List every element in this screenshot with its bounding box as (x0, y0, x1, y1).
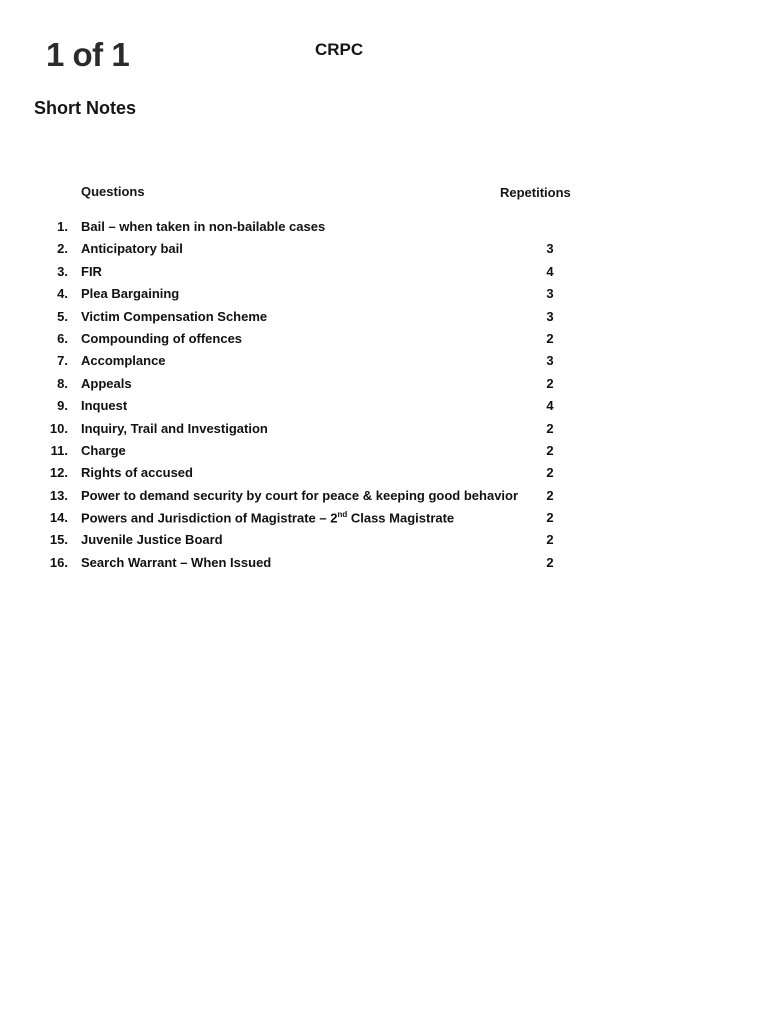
item-number: 16. (49, 554, 68, 570)
section-heading: Short Notes (34, 98, 137, 118)
item-repetitions: 3 (546, 286, 554, 302)
item-number: 15. (49, 532, 68, 548)
list-item (0, 350, 768, 372)
item-repetitions: 4 (546, 263, 554, 279)
item-repetitions: 2 (546, 420, 554, 436)
list-item (0, 328, 768, 350)
item-repetitions: 2 (546, 465, 554, 481)
item-number: 3. (57, 263, 68, 279)
list-item (0, 529, 768, 551)
list-item (0, 462, 768, 484)
item-question: Inquest (81, 398, 128, 414)
item-number: 2. (57, 241, 68, 257)
item-question (81, 510, 454, 525)
item-question: Juvenile Justice Board (81, 532, 223, 548)
item-repetitions: 2 (546, 330, 554, 346)
list-item (0, 418, 768, 440)
item-number: 4. (57, 286, 68, 302)
item-question: Appeals (81, 375, 132, 391)
item-number: 12. (49, 465, 68, 481)
item-repetitions: 2 (546, 442, 554, 458)
item-question: Bail – when taken in non-bailable cases (81, 219, 326, 234)
ordinal-superscript: nd (337, 510, 348, 520)
list-item (0, 440, 768, 462)
item-question: Compounding of offences (81, 330, 243, 346)
item-question: Rights of accused (81, 465, 193, 481)
item-question: Accomplance (81, 353, 166, 369)
item-repetitions: 2 (546, 532, 554, 548)
list-item (0, 216, 768, 238)
item-repetitions: 2 (546, 510, 554, 526)
item-question-text-after: Class Magistrate (347, 510, 455, 526)
item-question-text: Powers and Jurisdiction of Magistrate – 2 (81, 510, 338, 526)
item-repetitions: 3 (546, 353, 554, 369)
list-item (0, 485, 768, 507)
item-repetitions: 2 (546, 554, 554, 570)
item-number: 8. (57, 375, 68, 391)
item-question: FIR (81, 263, 102, 279)
item-number: 5. (57, 308, 68, 324)
item-repetitions: 2 (546, 375, 554, 391)
item-repetitions: 3 (546, 241, 554, 257)
item-question: Inquiry, Trail and Investigation (81, 420, 268, 436)
item-repetitions: 3 (546, 308, 554, 324)
item-repetitions: 2 (546, 487, 554, 503)
item-question: Plea Bargaining (81, 286, 180, 302)
item-number: 7. (57, 353, 68, 369)
item-number: 11. (50, 442, 68, 458)
list-item (0, 507, 768, 529)
item-number: 6. (57, 330, 68, 346)
item-number: 14. (49, 510, 68, 526)
list-item (0, 306, 768, 328)
item-question: Anticipatory bail (81, 241, 183, 257)
item-question: Search Warrant – When Issued (81, 554, 272, 570)
list-item (0, 395, 768, 417)
item-number: 13. (49, 487, 68, 503)
list-item (0, 373, 768, 395)
page-counter: 1 of 1 (46, 36, 130, 73)
item-number: 10. (49, 420, 68, 436)
list-item (0, 283, 768, 305)
item-question: Victim Compensation Scheme (81, 308, 268, 324)
item-repetitions: 4 (546, 398, 554, 414)
list-item (0, 238, 768, 260)
document-title: CRPC (315, 40, 364, 59)
item-number: 9. (57, 398, 68, 414)
item-question: Power to demand security by court for peace & keeping good behavior (81, 487, 519, 503)
column-header-repetitions: Repetitions (500, 185, 571, 200)
list-item (0, 261, 768, 283)
item-question: Charge (81, 442, 126, 458)
column-header-questions: Questions (81, 184, 145, 199)
questions-list (0, 216, 768, 574)
list-item (0, 552, 768, 574)
item-number: 1. (57, 219, 68, 234)
